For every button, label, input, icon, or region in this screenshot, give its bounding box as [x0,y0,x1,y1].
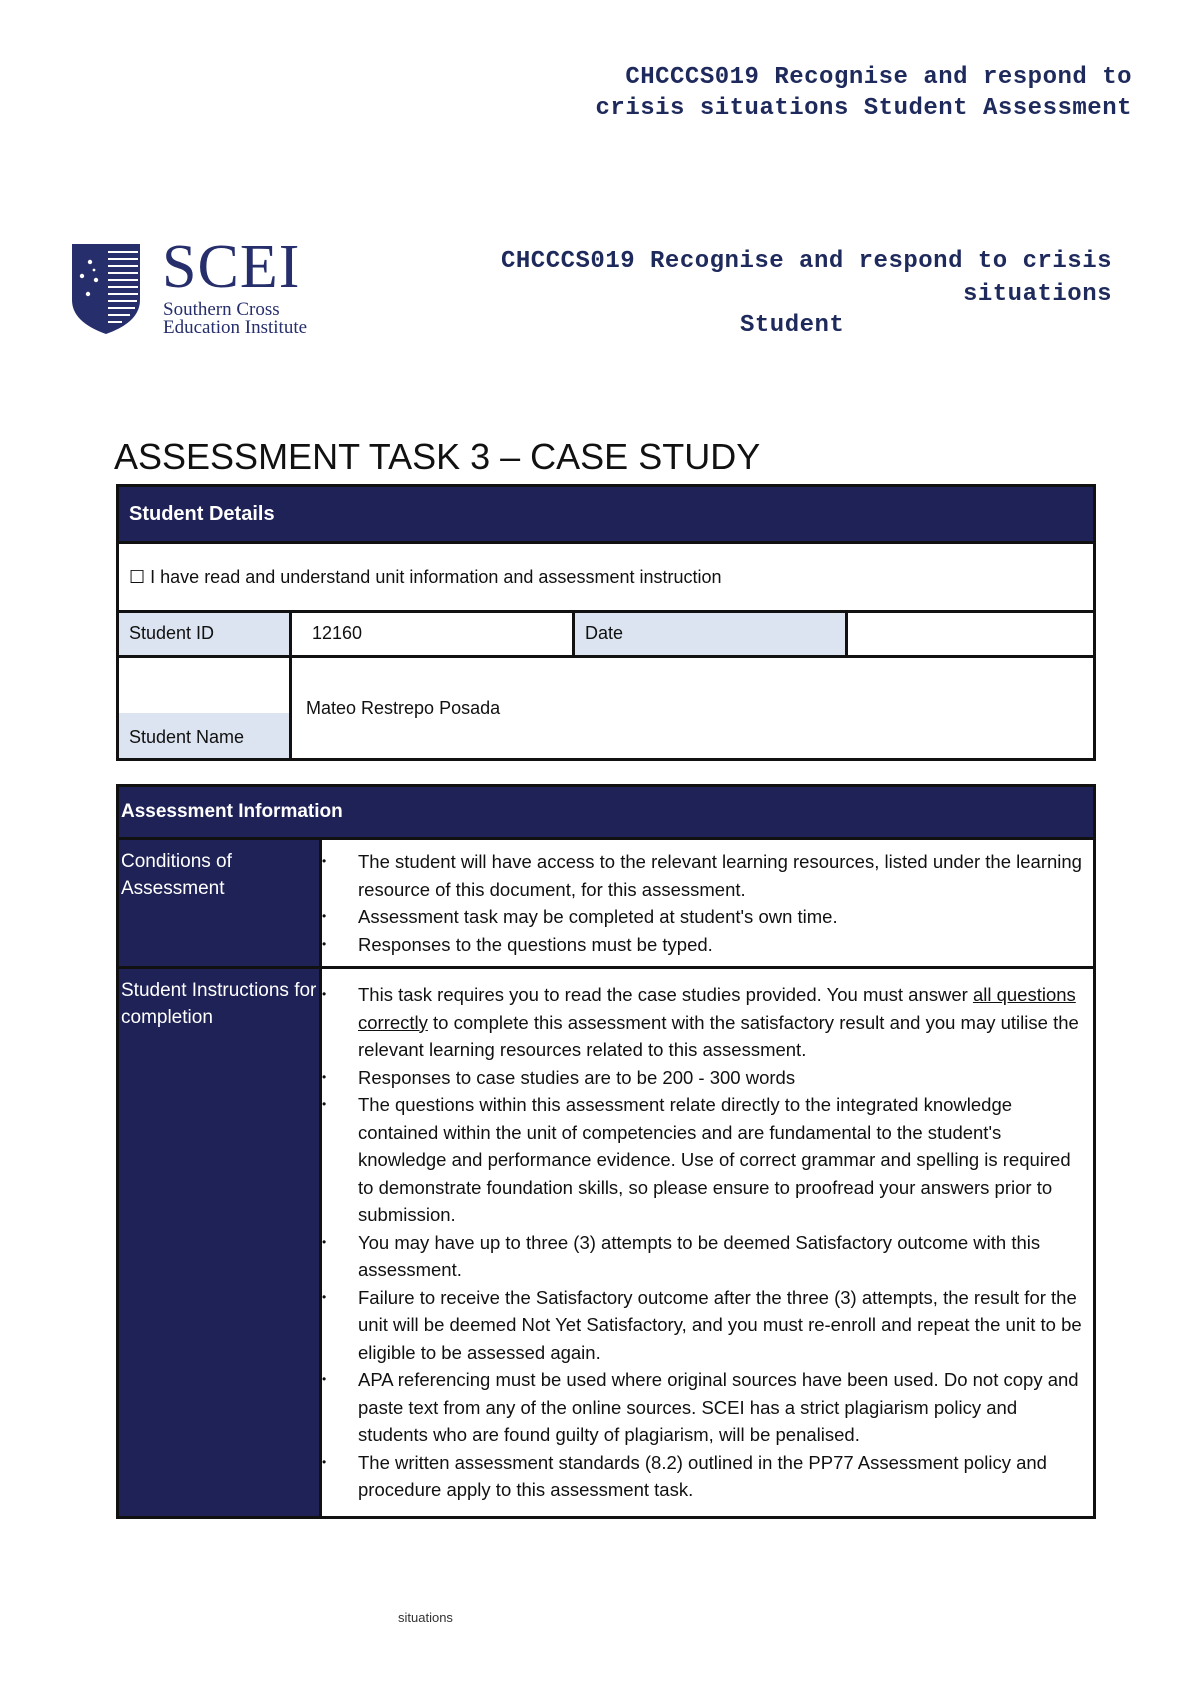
shield-icon [70,242,142,336]
list-item: • You may have up to three (3) attempts to be deemed Satisfactory outcome with this assessment. [358,1229,1083,1284]
student-name-label: Student Name [119,713,289,758]
list-item: • The questions within this assessment relate directly to the integrated knowledge contained within the unit of competencies and are fundamental to the student's knowledge and performance evidence. Use of correct grammar and spelling is required to demonstrate foundation skills, so please ensure to proofread your answers prior to submission. [358,1091,1083,1229]
declaration-row [118,543,1095,612]
unit-title-line-1: CHCCCS019 Recognise and respond to crisis [501,248,1112,275]
instruction-1-pre: This task requires you to read the case studies provided. You must answer [358,984,973,1005]
student-details-table [116,484,1096,761]
scei-logo [70,233,340,344]
conditions-list [322,840,1093,966]
student-details-header: Student Details [118,486,1095,543]
student-name-field[interactable]: Mateo Restrepo Posada [291,657,1095,760]
task-heading: ASSESSMENT TASK 3 – CASE STUDY [114,436,761,477]
logo-brand: SCEI [162,233,301,301]
conditions-content [321,839,1095,968]
header-line-1: CHCCCS019 Recognise and respond to [625,64,1132,91]
list-item: • Responses to case studies are to be 200 - 300 words [358,1064,1083,1092]
instructions-content [321,968,1095,1518]
instructions-list [322,969,1093,1516]
student-name-label-cell [118,657,291,760]
logo-tagline-2: Education Institute [163,317,308,338]
assessment-info-header: Assessment Information [118,786,1095,839]
instruction-1-emphasis: all questions correctly [358,984,1076,1033]
list-item: • Failure to receive the Satisfactory outcome after the three (3) attempts, the result for the unit will be deemed Not Yet Satisfactory, and you must re-enroll and repeat the unit to be eligible to be assessed again. [358,1284,1083,1367]
assessment-info-table [116,784,1096,1519]
list-item: • Assessment task may be completed at student's own time. [358,903,1083,931]
instruction-1-post: to complete this assessment with the satisfactory result and you may utilise the relevant learning resources related to this assessment. [358,1011,1079,1060]
document-header [572,62,1132,124]
list-item: • Responses to the questions must be typed. [358,931,1083,959]
unit-title [440,245,1112,311]
date-label: Date [574,612,847,657]
header-line-2: crisis situations Student Assessment [595,95,1132,122]
list-item: • The student will have access to the relevant learning resources, listed under the learning resource of this document, for this assessment. [358,848,1083,903]
instructions-label: Student Instructions for completion [118,968,321,1518]
declaration-text: I have read and understand unit information and assessment instruction [150,566,722,587]
date-field[interactable] [847,612,1095,657]
student-id-field[interactable]: 12160 [291,612,574,657]
list-item: • The written assessment standards (8.2) outlined in the PP77 Assessment policy and procedure apply to this assessment task. [358,1449,1083,1504]
unit-subtitle: Student [740,312,845,339]
list-item [358,981,1083,1064]
footer-text: situations [398,1610,453,1625]
student-id-label: Student ID [118,612,291,657]
declaration-checkbox[interactable]: ☐ [129,566,146,587]
list-item: • APA referencing must be used where original sources have been used. Do not copy and paste text from any of the online sources. SCEI has a strict plagiarism policy and students who are found guilty of plagiarism, will be penalised. [358,1366,1083,1449]
unit-title-line-2: situations [962,281,1112,308]
conditions-label: Conditions of Assessment [118,839,321,968]
logo-tagline-1: Southern Cross [163,299,280,320]
